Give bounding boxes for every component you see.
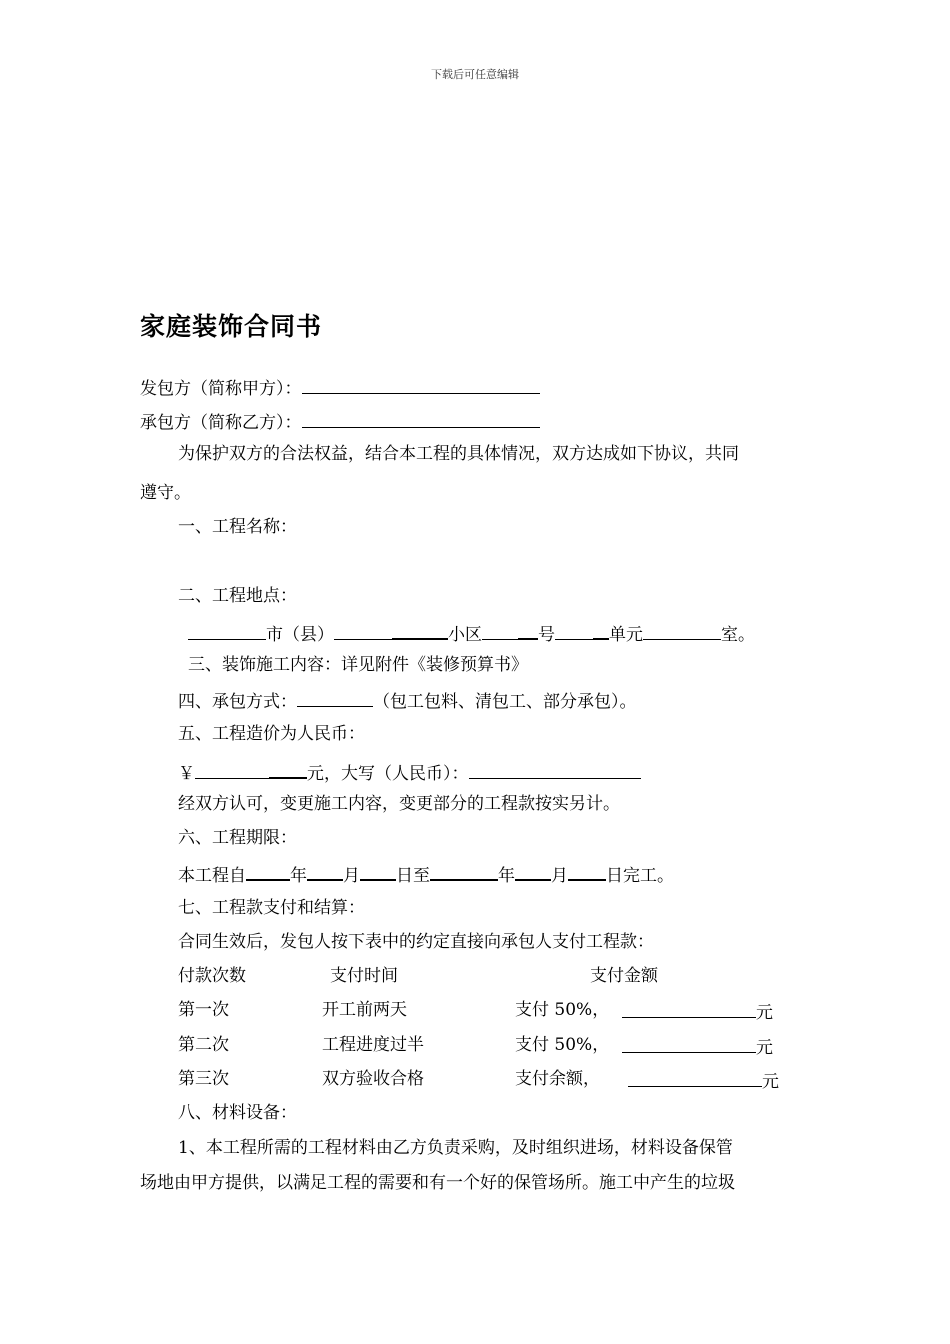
row-3-unit: 元: [762, 1072, 779, 1092]
contract-type-options: （包工包料、清包工、部分承包）。: [373, 692, 637, 712]
row-1-when: 开工前两天: [322, 1000, 407, 1020]
party-a-line: [140, 376, 540, 399]
number-blank-b[interactable]: [518, 621, 538, 640]
unit-blank-b[interactable]: [593, 621, 609, 640]
section-8-heading: 八、材料设备：: [178, 1103, 297, 1123]
price-uppercase-label: 元，大写（人民币）：: [307, 764, 469, 784]
row-3-when: 双方验收合格: [322, 1069, 424, 1089]
month-label: 月: [343, 866, 360, 886]
party-a-label: 发包方（简称甲方）：: [140, 379, 302, 399]
period-line: [178, 862, 674, 886]
section-4-heading: 四、承包方式：: [178, 692, 297, 712]
unit-blank-a[interactable]: [555, 622, 593, 640]
row-2-times: 第二次: [178, 1035, 229, 1055]
room-blank[interactable]: [643, 622, 721, 640]
row-2-when: 工程进度过半: [322, 1035, 424, 1055]
section-1-heading: 一、工程名称：: [178, 517, 297, 537]
row-2-amount-field: [622, 1035, 773, 1058]
unit-label: 单元: [609, 625, 643, 645]
room-label: 室。: [721, 625, 755, 645]
section-7-heading: 七、工程款支付和结算：: [178, 898, 365, 918]
row-3-times: 第三次: [178, 1069, 229, 1089]
section-2-heading: 二、工程地点：: [178, 586, 297, 606]
section-5-heading: 五、工程造价为人民币：: [178, 724, 365, 744]
start-day-blank[interactable]: [360, 862, 396, 881]
row-1-amount-field: [622, 1000, 773, 1023]
row-2-unit: 元: [756, 1038, 773, 1058]
intro-line-1: 为保护双方的合法权益，结合本工程的具体情况，双方达成如下协议，共同: [178, 444, 739, 464]
end-day-blank[interactable]: [568, 862, 606, 881]
price-line: [178, 760, 641, 784]
row-1-unit: 元: [756, 1003, 773, 1023]
price-uppercase-blank[interactable]: [469, 761, 641, 779]
period-from-label: 本工程自: [178, 866, 246, 886]
city-label: 市（县）: [266, 625, 334, 645]
end-year-blank[interactable]: [430, 862, 498, 881]
row-1-amount: 支付 50%，: [515, 1000, 610, 1020]
start-year-blank[interactable]: [246, 862, 290, 881]
table-header-amount: 支付金额: [590, 966, 658, 986]
address-line: [188, 621, 755, 645]
intro-line-2: 遵守。: [140, 483, 191, 503]
district-blank[interactable]: [334, 622, 392, 640]
city-blank[interactable]: [188, 622, 266, 640]
section-3-heading: 三、装饰施工内容：详见附件《装修预算书》: [188, 655, 528, 675]
number-label: 号: [538, 625, 555, 645]
document-title: 家庭装饰合同书: [140, 312, 323, 341]
material-line-1: 1、本工程所需的工程材料由乙方负责采购，及时组织进场，材料设备保管: [178, 1138, 733, 1158]
end-month-blank[interactable]: [515, 862, 551, 881]
community-label: 小区: [448, 625, 482, 645]
price-blank-b[interactable]: [269, 760, 307, 779]
table-header-times: 付款次数: [178, 966, 246, 986]
section-4-line: [178, 689, 637, 712]
row-2-amount-blank[interactable]: [622, 1035, 756, 1053]
party-b-label: 承包方（简称乙方）：: [140, 413, 302, 433]
contract-type-blank[interactable]: [297, 689, 373, 707]
row-2-amount: 支付 50%，: [515, 1035, 610, 1055]
period-end-label: 日完工。: [606, 866, 674, 886]
section-6-heading: 六、工程期限：: [178, 828, 297, 848]
number-blank-a[interactable]: [482, 622, 518, 640]
price-blank-a[interactable]: [195, 761, 269, 779]
start-month-blank[interactable]: [307, 862, 343, 881]
row-1-amount-blank[interactable]: [622, 1000, 756, 1018]
change-note: 经双方认可，变更施工内容，变更部分的工程款按实另计。: [178, 794, 620, 814]
party-b-line: [140, 410, 540, 433]
community-blank[interactable]: [392, 621, 448, 640]
party-b-blank[interactable]: [302, 410, 540, 428]
row-1-times: 第一次: [178, 1000, 229, 1020]
payment-note: 合同生效后，发包人按下表中的约定直接向承包人支付工程款：: [178, 932, 654, 952]
row-3-amount-blank[interactable]: [628, 1069, 762, 1087]
material-line-2: 场地由甲方提供，以满足工程的需要和有一个好的保管场所。施工中产生的垃圾: [140, 1173, 735, 1193]
row-3-amount-field: [628, 1069, 779, 1092]
yen-symbol: ￥: [178, 764, 195, 784]
table-header-time: 支付时间: [330, 966, 398, 986]
row-3-amount: 支付余额，: [515, 1069, 600, 1089]
year-label-2: 年: [498, 866, 515, 886]
party-a-blank[interactable]: [302, 376, 540, 394]
day-to-label: 日至: [396, 866, 430, 886]
year-label: 年: [290, 866, 307, 886]
page-header: 下载后可任意编辑: [431, 68, 519, 81]
month-label-2: 月: [551, 866, 568, 886]
